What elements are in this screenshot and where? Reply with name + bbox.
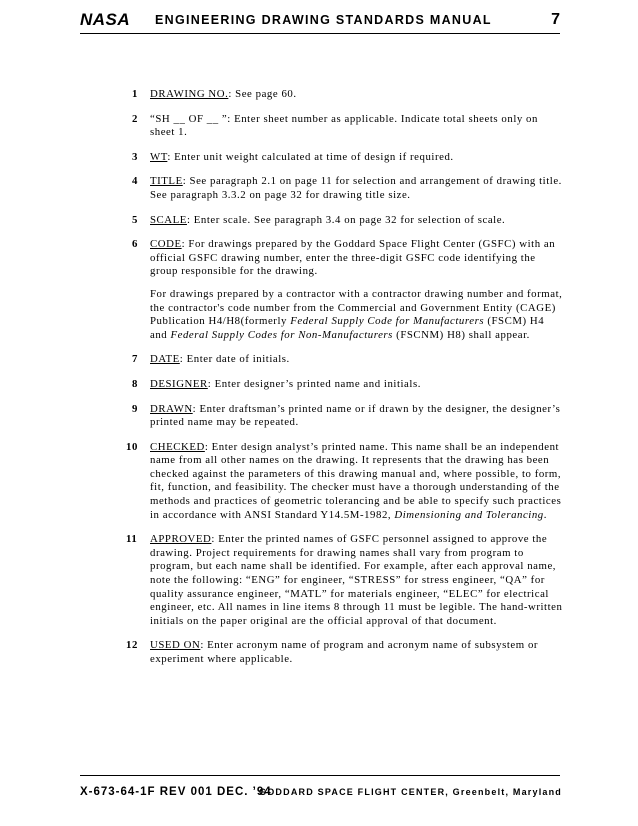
item-number: 9 <box>132 402 138 415</box>
item-list <box>126 88 564 678</box>
list-item-9 <box>132 403 564 430</box>
list-item-10 <box>126 440 564 523</box>
item-term: USED ON <box>150 639 201 652</box>
standard-title: Dimensioning and Tolerancing <box>394 508 544 521</box>
item-text: : See page 60. <box>228 88 297 100</box>
item-text: : Enter date of initials. <box>179 353 290 366</box>
item-number: 8 <box>132 377 138 390</box>
footer-rule <box>80 775 560 776</box>
item-text: : Enter acronym name of program and acronym name of subsystem or experiment where applicable. <box>150 639 539 665</box>
item-term: DATE <box>150 353 180 366</box>
item-number: 7 <box>132 353 138 366</box>
item-text: : For drawings prepared by the Goddard Space Flight Center (GSFC) with an official GSFC drawing number, enter the three-digit GSFC code identifying the group responsible for the drawing. <box>150 238 556 278</box>
item-term: APPROVED <box>150 533 212 546</box>
item-term: SCALE <box>150 213 187 226</box>
list-item-12 <box>126 639 564 666</box>
item-text: : Enter the printed names of GSFC personnel assigned to approve the drawing. Project requirements for drawing names shall vary from program to program, but each name shall be identified. For example, after each approval name, note the following: “ENG” for engineer, “STRESS” for stress engineer, “QA” for quality assurance engineer, “MATL” for materials engineer, “ELEC” for electrical engineer, etc. All names in line items 8 through 11 must be legible. The hand-written initials on the paper original are the official approval of that document. <box>150 533 563 627</box>
list-item-8 <box>132 378 564 392</box>
list-item-6 <box>132 238 564 342</box>
item-text: : Enter draftsman’s printed name or if drawn by the designer, the designer’s printed name may be repeated. <box>150 402 561 429</box>
item-number: 12 <box>126 639 138 652</box>
item-text: : See paragraph 2.1 on page 11 for selection and arrangement of drawing title. See paragraph 3.3.2 on page 32 for drawing title size. <box>150 175 562 201</box>
item-text: (FSCNM) H8) shall appear. <box>392 328 530 341</box>
publication-title: Federal Supply Code for Manufacturers <box>290 315 485 328</box>
item-number: 2 <box>132 112 138 125</box>
item-number: 11 <box>126 533 138 546</box>
page-number: 7 <box>551 11 560 28</box>
item-text: . <box>543 508 548 521</box>
item-number: 5 <box>132 213 138 226</box>
list-item-1 <box>132 88 564 102</box>
header-rule <box>80 33 560 34</box>
manual-title: ENGINEERING DRAWING STANDARDS MANUAL <box>155 13 492 27</box>
item-text: “SH __ OF __ ”: Enter sheet number as applicable. Indicate total sheets only on sheet 1. <box>150 112 538 139</box>
item-text: : Enter designer’s printed name and initials. <box>207 377 421 390</box>
item-term: WT <box>150 150 168 163</box>
document-id: X-673-64-1F REV 001 DEC. ’94 <box>80 786 272 798</box>
nasa-logo: NASA <box>80 10 131 29</box>
list-item-2 <box>132 113 564 140</box>
list-item-7 <box>132 353 564 367</box>
item-term: CHECKED <box>150 440 205 453</box>
item-number: 3 <box>132 150 138 163</box>
item-paragraph <box>150 288 564 342</box>
list-item-3 <box>132 151 564 165</box>
item-term: DRAWING NO. <box>150 88 229 100</box>
item-term: DESIGNER <box>150 377 208 390</box>
item-text: : Enter unit weight calculated at time of design if required. <box>167 150 454 163</box>
item-text: : Enter design analyst’s printed name. This name shall be an independent name from all other names on the drawing. It represents that the drawing has been checked against the parameters of this drawing manual and, where possible, to form, fit, function, and feasibility. The checker must have a thorough understanding of the methods and practices of geometric tolerancing and be able to specify such practices in accordance with ANSI Standard Y14.5M-1982, <box>150 440 562 521</box>
item-term: CODE <box>150 238 182 251</box>
page-header <box>80 10 560 34</box>
list-item-11 <box>126 533 564 628</box>
page-footer <box>80 786 562 802</box>
item-number: 10 <box>126 440 138 453</box>
item-number: 6 <box>132 238 138 251</box>
organization-name: GODDARD SPACE FLIGHT CENTER, Greenbelt, Maryland <box>259 787 562 797</box>
item-number: 1 <box>132 88 138 100</box>
item-term: TITLE <box>150 175 183 188</box>
item-text: : Enter scale. See paragraph 3.4 on page 32 for selection of scale. <box>186 213 506 226</box>
publication-title: Federal Supply Codes for Non-Manufacturers <box>170 328 393 341</box>
list-item-5 <box>132 214 564 228</box>
item-term: DRAWN <box>150 402 193 415</box>
list-item-4 <box>132 175 564 202</box>
item-text: (FSCM) H4 and <box>150 315 545 341</box>
item-text: For drawings prepared by a contractor with a contractor drawing number and format, the contractor's code number from the Commercial and Government Entity (CAGE) Publication H4/H8(formerly <box>150 287 563 328</box>
item-number: 4 <box>132 175 138 188</box>
